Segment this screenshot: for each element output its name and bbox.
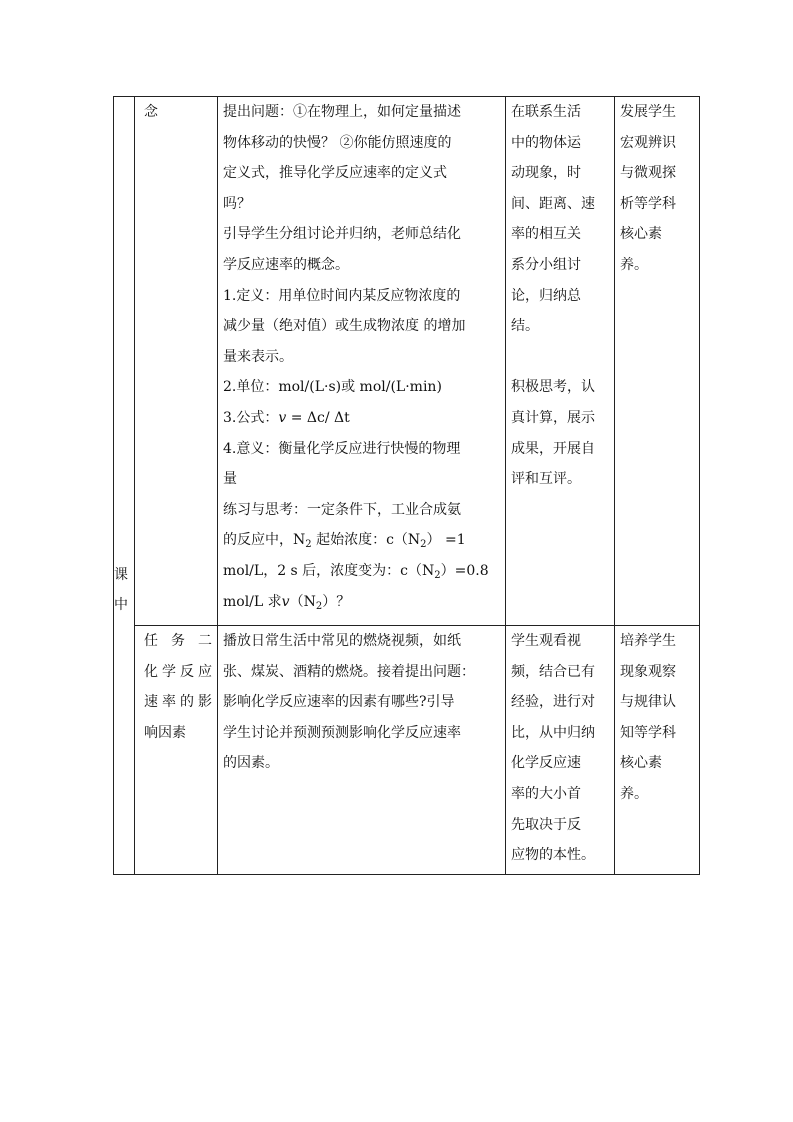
intent-line: 与规律认: [620, 694, 676, 711]
teacher-line: 提出问题：①在物理上，如何定量描述: [223, 104, 461, 120]
topic-cell-task-two: [135, 626, 218, 875]
table-row-concept: [114, 97, 700, 626]
lesson-plan-table: [113, 96, 700, 875]
formula-v: v: [278, 409, 287, 426]
design-intent-cell-2: [615, 626, 700, 875]
practice-text: mol/L 求: [223, 593, 282, 610]
student-line: 先取决于反: [511, 816, 581, 833]
meaning-line: 量: [223, 471, 237, 488]
practice-text: （N: [289, 593, 316, 610]
intent-line: 核心素: [620, 755, 662, 772]
student-line: 比，从中归纳: [511, 724, 595, 741]
teacher-line: 学生讨论并预测预测影响化学反应速率: [223, 724, 461, 741]
practice-line: [223, 556, 500, 587]
table-row-task-two: [114, 626, 700, 875]
formula-rest: = Δc/ Δt: [286, 409, 350, 426]
unit-line: 2.单位：mol/(L·s)或 mol/(L·min): [223, 379, 442, 396]
student-line: 学生观看视: [511, 633, 581, 649]
task-title-line: 速率的影: [144, 694, 212, 711]
definition-line: 1.定义：用单位时间内某反应物浓度的: [223, 287, 461, 304]
student-line: 评和互评。: [511, 471, 581, 488]
teacher-line: 物体移动的快慢？ ②你能仿照速度的: [223, 134, 452, 151]
student-line: 经验，进行对: [511, 694, 595, 711]
subscript: 2: [315, 600, 323, 612]
student-line: 积极思考，认: [511, 379, 595, 396]
student-activity-cell-2: [506, 626, 615, 875]
student-line: 在联系生活: [511, 104, 581, 120]
teacher-activity-cell-1: [218, 97, 506, 626]
practice-text: ）？: [322, 593, 351, 610]
teacher-line: 的因素。: [223, 755, 279, 772]
student-line: 真计算，展示: [511, 409, 595, 426]
intent-line: 与微观探: [620, 165, 676, 182]
intent-line: 现象观察: [620, 663, 676, 680]
student-line: 频，结合已有: [511, 663, 595, 680]
teacher-line: 学反应速率的概念。: [223, 256, 349, 273]
practice-line: [223, 525, 500, 556]
design-intent-cell-1: [615, 97, 700, 626]
teacher-line: 影响化学反应速率的因素有哪些?引导: [223, 694, 455, 711]
meaning-line: 4.意义：衡量化学反应进行快慢的物理: [223, 440, 461, 457]
practice-text: 起始浓度：c（N: [311, 532, 421, 549]
practice-line: 练习与思考：一定条件下，工业合成氨: [223, 501, 461, 518]
intent-line: 知等学科: [620, 724, 676, 741]
intent-line: 核心素: [620, 226, 662, 243]
student-line: 率的大小首: [511, 785, 581, 802]
student-activity-cell-1: [506, 97, 615, 626]
task-title-line: 化学反应: [144, 663, 212, 680]
teacher-activity-cell-2: [218, 626, 506, 875]
definition-line: 减少量（绝对值）或生成物浓度 的增加: [223, 318, 466, 335]
student-line: 率的相互关: [511, 226, 581, 243]
practice-text: mol/L，2 s 后，浓度变为：c（N: [223, 562, 435, 579]
practice-text: ） =1: [426, 532, 466, 549]
stage-char-1: 课: [114, 567, 128, 583]
stage-char-2: 中: [114, 597, 128, 613]
practice-text: ）=0.8: [440, 562, 489, 579]
intent-line: 析等学科: [620, 195, 676, 212]
subscript: 2: [305, 539, 312, 551]
student-line: 间、距离、速: [511, 195, 595, 212]
student-line: 论，归纳总: [511, 287, 581, 304]
teacher-line: 播放日常生活中常见的燃烧视频，如纸: [223, 633, 461, 649]
intent-line: 培养学生: [620, 633, 676, 649]
student-line: 应物的本性。: [511, 847, 595, 864]
teacher-line: 定义式，推导化学反应速率的定义式: [223, 165, 447, 182]
formula-line: [223, 403, 500, 434]
student-line: 中的物体运: [511, 134, 581, 151]
intent-line: 养。: [620, 785, 648, 802]
definition-line: 量来表示。: [223, 348, 293, 365]
subscript: 2: [434, 569, 441, 581]
subscript: 2: [420, 539, 427, 551]
intent-line: 养。: [620, 256, 648, 273]
topic-text: 念: [144, 104, 158, 120]
stage-cell: [114, 97, 135, 875]
teacher-line: 吗？: [223, 195, 251, 212]
task-title-line: 任务二: [144, 633, 212, 649]
intent-line: 发展学生: [620, 104, 676, 120]
intent-line: 宏观辨识: [620, 134, 676, 151]
practice-text: 的反应中，N: [223, 532, 306, 549]
teacher-line: 引导学生分组讨论并归纳，老师总结化: [223, 226, 461, 243]
student-line: 系分小组讨: [511, 256, 581, 273]
student-line: 化学反应速: [511, 755, 581, 772]
teacher-line: 张、煤炭、酒精的燃烧。接着提出问题：: [223, 663, 475, 680]
topic-cell-concept: [135, 97, 218, 626]
student-line: 成果，开展自: [511, 440, 595, 457]
student-line: 结。: [511, 318, 539, 335]
formula-prefix: 3.公式：: [223, 409, 279, 426]
practice-line: [223, 587, 500, 618]
student-line: 动现象，时: [511, 165, 581, 182]
rate-symbol: v: [281, 593, 290, 610]
task-title-line: 响因素: [144, 724, 186, 741]
